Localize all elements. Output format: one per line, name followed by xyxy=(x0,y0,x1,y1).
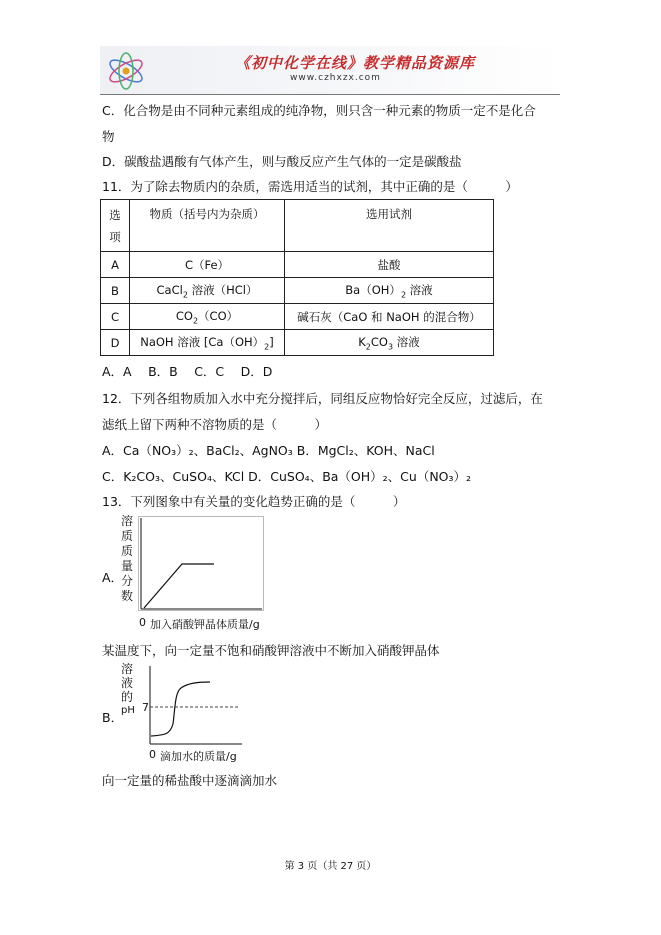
row-reagent: 碱石灰（CaO 和 NaOH 的混合物） xyxy=(285,304,494,330)
table-row xyxy=(101,278,494,304)
graph-b-tick-7: 7 xyxy=(142,701,149,714)
row-option: C xyxy=(101,304,130,330)
header-reagent: 选用试剂 xyxy=(285,200,494,252)
table-row xyxy=(101,252,494,278)
row-reagent: 盐酸 xyxy=(285,252,494,278)
graph-a-description: 某温度下，向一定量不饱和硝酸钾溶液中不断加入硝酸钾晶体 xyxy=(102,643,440,658)
row-substance: CaCl$_2$ 溶液（HCl） xyxy=(130,278,285,304)
table-row xyxy=(101,330,494,356)
q12-stem-line2: 滤纸上留下两种不溶物质的是（ ） xyxy=(102,417,328,432)
prev-option-c-line1: C．化合物是由不同种元素组成的纯净物，则只含一种元素的物质一定不是化合 xyxy=(102,103,536,118)
row-option: B xyxy=(101,278,130,304)
table-header-row xyxy=(101,200,494,252)
q11-table xyxy=(100,199,494,356)
graph-a-label: A． xyxy=(102,570,124,585)
graph-a-chart xyxy=(138,516,266,616)
row-option: A xyxy=(101,252,130,278)
header-url: www.czhxzx.com xyxy=(290,73,381,83)
row-substance: C（Fe） xyxy=(130,252,285,278)
q12-stem-line1: 12．下列各组物质加入水中充分搅拌后，同组反应物恰好完全反应，过滤后，在 xyxy=(102,391,543,406)
graph-b-origin: 0 xyxy=(149,748,156,761)
prev-option-d: D．碳酸盐遇酸有气体产生，则与酸反应产生气体的一定是碳酸盐 xyxy=(102,154,462,169)
q11-options: A．A B．B C．C D．D xyxy=(102,364,273,379)
graph-b-ylabel: 溶 液 的 pH xyxy=(121,662,135,716)
graph-a-origin: 0 xyxy=(139,616,146,629)
header-rule xyxy=(100,94,560,95)
row-substance: NaOH 溶液 $[Ca(OH)_2]$ xyxy=(130,330,285,356)
q12-options-ab: A．Ca（NO₃）₂、BaCl₂、AgNO₃ B．MgCl₂、KOH、NaCl xyxy=(102,443,435,458)
atom-logo-icon xyxy=(104,50,148,92)
q11-stem: 11．为了除去物质内的杂质，需选用适当的试剂，其中正确的是（ ） xyxy=(102,179,518,194)
graph-b-description: 向一定量的稀盐酸中逐滴滴加水 xyxy=(102,773,278,788)
row-reagent: $Ba(OH)_2$ 溶液 xyxy=(285,278,494,304)
row-substance: $CO_2(CO)$ xyxy=(130,304,285,330)
graph-b-chart xyxy=(148,664,244,748)
row-reagent: $K_2CO_3$ 溶液 xyxy=(285,330,494,356)
graph-b-label: B． xyxy=(102,710,124,725)
q12-options-cd: C．K₂CO₃、CuSO₄、KCl D．CuSO₄、Ba（OH）₂、Cu（NO₃）₂ xyxy=(102,469,472,484)
prev-option-c-line2: 物 xyxy=(102,129,115,144)
header-option: 选 项 xyxy=(101,200,130,252)
graph-a-ylabel: 溶 质 质 量 分 数 xyxy=(121,514,134,603)
graph-b-curve xyxy=(151,682,210,736)
table-row xyxy=(101,304,494,330)
q13-stem: 13．下列图象中有关量的变化趋势正确的是（ ） xyxy=(102,494,406,509)
page-footer: 第 3 页（共 27 页） xyxy=(284,861,377,872)
graph-a-xlabel: 加入硝酸钾晶体质量/g xyxy=(150,618,260,631)
header-title: 《初中化学在线》教学精品资源库 xyxy=(235,54,476,72)
header-substance: 物质（括号内为杂质） xyxy=(130,200,285,252)
row-option: D xyxy=(101,330,130,356)
graph-a-curve xyxy=(144,564,214,608)
graph-b-xlabel: 滴加水的质量/g xyxy=(160,750,237,763)
